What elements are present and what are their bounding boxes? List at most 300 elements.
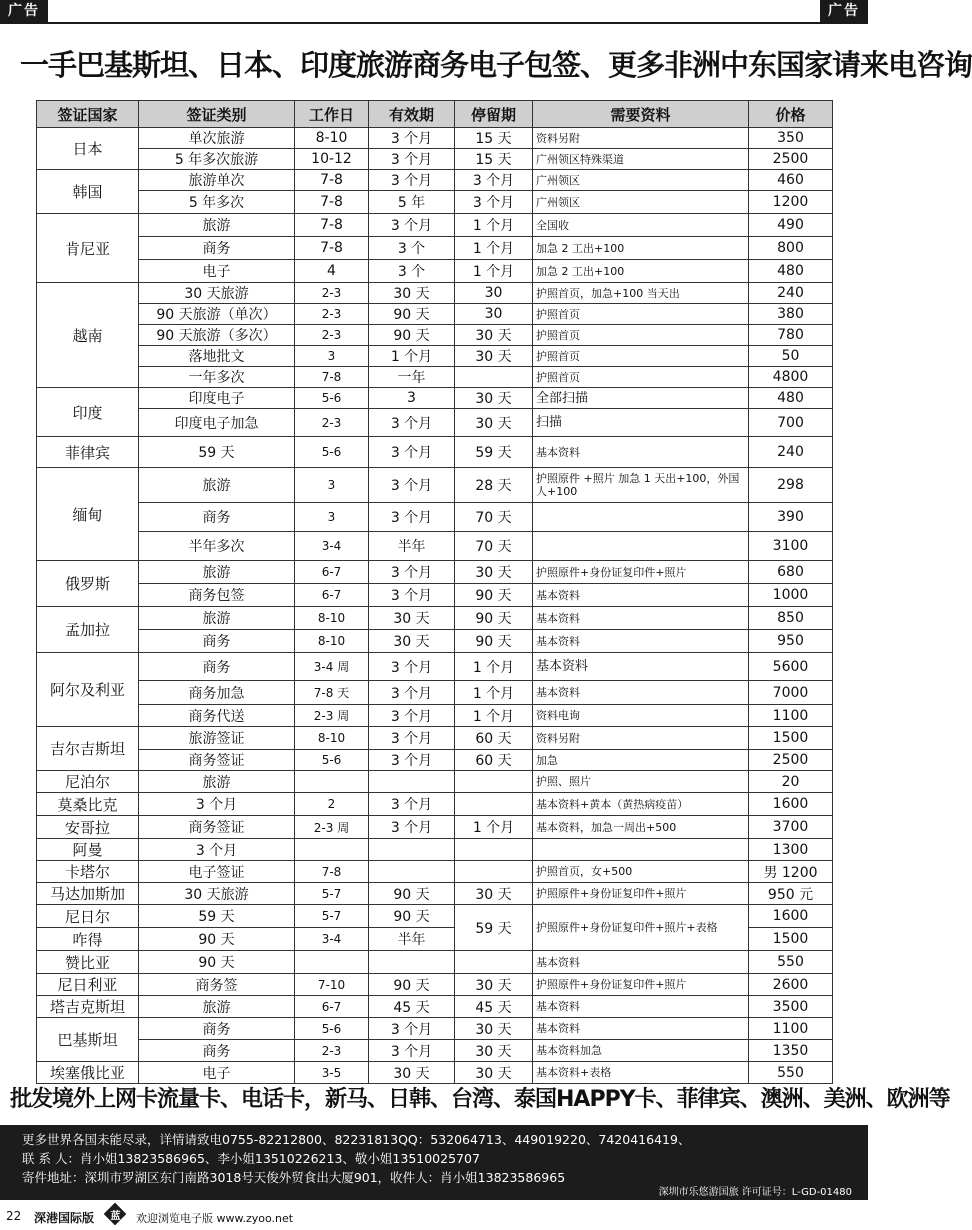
days-cell: 8-10	[295, 630, 369, 653]
type-cell: 商务	[139, 630, 295, 653]
req-cell: 扫描	[533, 409, 749, 437]
valid-cell: 3 个月	[369, 681, 455, 705]
price-cell: 1500	[749, 928, 833, 951]
type-cell: 商务	[139, 503, 295, 532]
stay-cell: 1 个月	[455, 705, 533, 727]
type-cell: 90 天	[139, 928, 295, 951]
req-cell	[533, 503, 749, 532]
table-row	[37, 561, 833, 584]
price-cell: 7000	[749, 681, 833, 705]
req-cell: 全部扫描	[533, 388, 749, 409]
stay-cell	[455, 951, 533, 974]
stay-cell: 15 天	[455, 149, 533, 170]
footer-phone-line: 更多世界各国未能尽录，详情请致电0755-82212800、82231813QQ：532064713、449019220、7420416419、	[22, 1132, 691, 1147]
header-workdays: 工作日	[295, 101, 369, 128]
header-requirements: 需要资料	[533, 101, 749, 128]
table-row	[37, 816, 833, 839]
type-cell: 旅游签证	[139, 727, 295, 750]
type-cell: 旅游	[139, 607, 295, 630]
country-cell: 吉尔吉斯坦	[37, 727, 139, 771]
valid-cell: 半年	[369, 928, 455, 951]
days-cell: 7-8 天	[295, 681, 369, 705]
type-cell: 商务包签	[139, 584, 295, 607]
req-cell: 基本资料，加急一周出+500	[533, 816, 749, 839]
header-visa-type: 签证类别	[139, 101, 295, 128]
table-row	[37, 607, 833, 630]
days-cell: 5-7	[295, 883, 369, 905]
table-row	[37, 437, 833, 468]
stay-cell: 59 天	[455, 905, 533, 951]
stay-cell: 30 天	[455, 409, 533, 437]
table-row	[37, 630, 833, 653]
valid-cell: 3 个月	[369, 468, 455, 503]
header-stay: 停留期	[455, 101, 533, 128]
price-cell: 1100	[749, 705, 833, 727]
days-cell: 2-3	[295, 409, 369, 437]
req-cell: 护照原件+身份证复印件+照片	[533, 883, 749, 905]
req-cell: 加急 2 工出+100	[533, 260, 749, 283]
table-row	[37, 905, 833, 928]
page-number: 22	[6, 1209, 22, 1223]
days-cell: 3	[295, 468, 369, 503]
price-cell: 240	[749, 283, 833, 304]
type-cell: 一年多次	[139, 367, 295, 388]
price-cell: 1600	[749, 905, 833, 928]
table-header-row	[37, 101, 833, 128]
days-cell: 3-5	[295, 1062, 369, 1084]
price-cell: 1200	[749, 191, 833, 214]
price-cell: 1600	[749, 793, 833, 816]
type-cell: 商务签	[139, 974, 295, 996]
table-row	[37, 750, 833, 771]
req-cell: 资料另附	[533, 727, 749, 750]
valid-cell: 90 天	[369, 974, 455, 996]
valid-cell: 90 天	[369, 905, 455, 928]
stay-cell: 60 天	[455, 727, 533, 750]
days-cell: 4	[295, 260, 369, 283]
req-cell: 护照原件 +照片 加急 1 天出+100，外国人+100	[533, 468, 749, 503]
table-row	[37, 260, 833, 283]
price-cell: 700	[749, 409, 833, 437]
table-row	[37, 705, 833, 727]
country-cell: 缅甸	[37, 468, 139, 561]
type-cell: 旅游	[139, 771, 295, 793]
req-cell: 护照首页，加急+100 当天出	[533, 283, 749, 304]
table-row	[37, 951, 833, 974]
days-cell: 5-6	[295, 1018, 369, 1040]
days-cell: 10-12	[295, 149, 369, 170]
valid-cell: 90 天	[369, 883, 455, 905]
price-cell: 680	[749, 561, 833, 584]
days-cell: 3	[295, 503, 369, 532]
price-cell: 460	[749, 170, 833, 191]
valid-cell: 3 个月	[369, 561, 455, 584]
price-cell: 2500	[749, 149, 833, 170]
price-cell: 4800	[749, 367, 833, 388]
req-cell: 加急 2 工出+100	[533, 237, 749, 260]
ad-label-left: 广告	[0, 0, 48, 22]
table-row	[37, 304, 833, 325]
stay-cell: 1 个月	[455, 237, 533, 260]
valid-cell: 30 天	[369, 1062, 455, 1084]
stay-cell	[455, 771, 533, 793]
stay-cell: 90 天	[455, 607, 533, 630]
table-row	[37, 283, 833, 304]
top-rule	[0, 22, 868, 24]
valid-cell: 3 个月	[369, 1040, 455, 1062]
stay-cell	[455, 839, 533, 861]
stay-cell: 28 天	[455, 468, 533, 503]
stay-cell: 30 天	[455, 1040, 533, 1062]
valid-cell: 3 个月	[369, 705, 455, 727]
table-row	[37, 653, 833, 681]
price-cell: 550	[749, 1062, 833, 1084]
req-cell: 基本资料+黄本（黄热病疫苗）	[533, 793, 749, 816]
price-cell: 550	[749, 951, 833, 974]
type-cell: 半年多次	[139, 532, 295, 561]
req-cell: 护照首页	[533, 304, 749, 325]
price-cell: 850	[749, 607, 833, 630]
table-row	[37, 468, 833, 503]
price-cell: 1300	[749, 839, 833, 861]
days-cell: 3-4 周	[295, 653, 369, 681]
country-cell: 越南	[37, 283, 139, 388]
valid-cell: 3 个	[369, 237, 455, 260]
country-cell: 马达加斯加	[37, 883, 139, 905]
type-cell: 旅游	[139, 561, 295, 584]
type-cell: 90 天旅游（多次）	[139, 325, 295, 346]
stay-cell	[455, 367, 533, 388]
days-cell: 8-10	[295, 128, 369, 149]
stay-cell: 45 天	[455, 996, 533, 1018]
country-cell: 俄罗斯	[37, 561, 139, 607]
welcome-link[interactable]: 欢迎浏览电子版 www.zyoo.net	[136, 1212, 294, 1225]
table-row	[37, 191, 833, 214]
type-cell: 印度电子	[139, 388, 295, 409]
req-cell	[533, 532, 749, 561]
type-cell: 商务签证	[139, 816, 295, 839]
type-cell: 商务	[139, 1040, 295, 1062]
country-cell: 阿尔及利亚	[37, 653, 139, 727]
stay-cell: 1 个月	[455, 653, 533, 681]
type-cell: 30 天旅游	[139, 283, 295, 304]
price-cell: 20	[749, 771, 833, 793]
valid-cell: 90 天	[369, 325, 455, 346]
price-cell: 1350	[749, 1040, 833, 1062]
stay-cell: 3 个月	[455, 170, 533, 191]
stay-cell: 59 天	[455, 437, 533, 468]
days-cell: 7-8	[295, 237, 369, 260]
valid-cell: 半年	[369, 532, 455, 561]
price-cell: 1100	[749, 1018, 833, 1040]
magazine-name: 深港国际版	[34, 1211, 95, 1225]
req-cell: 基本资料	[533, 996, 749, 1018]
price-cell: 2600	[749, 974, 833, 996]
type-cell: 旅游单次	[139, 170, 295, 191]
table-row	[37, 793, 833, 816]
valid-cell: 90 天	[369, 304, 455, 325]
valid-cell: 一年	[369, 367, 455, 388]
header-validity: 有效期	[369, 101, 455, 128]
table-row	[37, 1062, 833, 1084]
valid-cell	[369, 951, 455, 974]
valid-cell: 3 个月	[369, 793, 455, 816]
price-cell: 240	[749, 437, 833, 468]
country-cell: 日本	[37, 128, 139, 170]
days-cell: 2-3 周	[295, 705, 369, 727]
price-cell: 380	[749, 304, 833, 325]
country-cell: 塔吉克斯坦	[37, 996, 139, 1018]
stay-cell: 1 个月	[455, 260, 533, 283]
price-cell: 3500	[749, 996, 833, 1018]
price-cell: 480	[749, 260, 833, 283]
stay-cell: 1 个月	[455, 816, 533, 839]
req-cell: 基本资料加急	[533, 1040, 749, 1062]
header-country: 签证国家	[37, 101, 139, 128]
price-cell: 1500	[749, 727, 833, 750]
valid-cell: 3	[369, 388, 455, 409]
country-cell: 印度	[37, 388, 139, 437]
days-cell: 6-7	[295, 996, 369, 1018]
country-cell: 安哥拉	[37, 816, 139, 839]
stay-cell: 90 天	[455, 630, 533, 653]
country-cell: 菲律宾	[37, 437, 139, 468]
stay-cell: 30 天	[455, 1062, 533, 1084]
valid-cell: 3 个月	[369, 1018, 455, 1040]
footer-contacts-line: 联 系 人：肖小姐13823586965、李小姐13510226213、敬小姐13510025707	[22, 1151, 480, 1166]
table-row	[37, 214, 833, 237]
stay-cell: 30	[455, 283, 533, 304]
req-cell: 护照首页，女+500	[533, 861, 749, 883]
stay-cell	[455, 793, 533, 816]
type-cell: 59 天	[139, 437, 295, 468]
table-row	[37, 883, 833, 905]
price-cell: 490	[749, 214, 833, 237]
country-cell: 赞比亚	[37, 951, 139, 974]
price-cell: 480	[749, 388, 833, 409]
type-cell: 旅游	[139, 214, 295, 237]
visa-price-table	[36, 100, 833, 1084]
req-cell: 基本资料	[533, 951, 749, 974]
stay-cell: 60 天	[455, 750, 533, 771]
valid-cell: 3 个月	[369, 816, 455, 839]
req-cell: 广州领区特殊渠道	[533, 149, 749, 170]
days-cell: 5-7	[295, 905, 369, 928]
type-cell: 5 年多次旅游	[139, 149, 295, 170]
table-row	[37, 996, 833, 1018]
type-cell: 30 天旅游	[139, 883, 295, 905]
table-row	[37, 237, 833, 260]
country-cell: 卡塔尔	[37, 861, 139, 883]
type-cell: 商务签证	[139, 750, 295, 771]
table-row	[37, 325, 833, 346]
type-cell: 3 个月	[139, 793, 295, 816]
stay-cell: 1 个月	[455, 681, 533, 705]
type-cell: 5 年多次	[139, 191, 295, 214]
req-cell: 基本资料	[533, 437, 749, 468]
days-cell: 2-3	[295, 304, 369, 325]
price-cell: 800	[749, 237, 833, 260]
req-cell: 全国收	[533, 214, 749, 237]
stay-cell: 30 天	[455, 974, 533, 996]
type-cell: 落地批文	[139, 346, 295, 367]
sim-card-slogan: 批发境外上网卡流量卡、电话卡，新马、日韩、台湾、泰国HAPPY卡、菲律宾、澳洲、美洲、欧洲等	[10, 1087, 950, 1112]
contact-footer	[0, 1125, 868, 1200]
type-cell: 电子签证	[139, 861, 295, 883]
price-cell: 350	[749, 128, 833, 149]
days-cell: 7-8	[295, 214, 369, 237]
headline: 一手巴基斯坦、日本、印度旅游商务电子包签、更多非洲中东国家请来电咨询	[20, 48, 972, 82]
days-cell: 6-7	[295, 561, 369, 584]
country-cell: 尼泊尔	[37, 771, 139, 793]
type-cell: 90 天	[139, 951, 295, 974]
table-row	[37, 532, 833, 561]
country-cell: 阿曼	[37, 839, 139, 861]
type-cell: 商务	[139, 237, 295, 260]
stay-cell: 70 天	[455, 532, 533, 561]
req-cell: 资料另附	[533, 128, 749, 149]
req-cell: 护照原件+身份证复印件+照片	[533, 561, 749, 584]
type-cell: 商务	[139, 1018, 295, 1040]
type-cell: 印度电子加急	[139, 409, 295, 437]
stay-cell	[455, 861, 533, 883]
valid-cell: 3 个月	[369, 149, 455, 170]
days-cell: 2-3	[295, 1040, 369, 1062]
req-cell: 基本资料	[533, 681, 749, 705]
table-row	[37, 367, 833, 388]
price-cell: 3700	[749, 816, 833, 839]
valid-cell: 3 个月	[369, 750, 455, 771]
country-cell: 尼日利亚	[37, 974, 139, 996]
req-cell: 基本资料	[533, 653, 749, 681]
stay-cell: 15 天	[455, 128, 533, 149]
req-cell: 护照首页	[533, 367, 749, 388]
req-cell: 基本资料+表格	[533, 1062, 749, 1084]
stay-cell: 30 天	[455, 561, 533, 584]
stay-cell: 90 天	[455, 584, 533, 607]
days-cell	[295, 771, 369, 793]
stay-cell: 30 天	[455, 883, 533, 905]
days-cell: 2-3 周	[295, 816, 369, 839]
valid-cell: 5 年	[369, 191, 455, 214]
valid-cell: 3 个月	[369, 503, 455, 532]
price-cell: 1000	[749, 584, 833, 607]
table-row	[37, 861, 833, 883]
days-cell: 2-3	[295, 325, 369, 346]
req-cell: 基本资料	[533, 584, 749, 607]
days-cell: 3-4	[295, 928, 369, 951]
type-cell: 3 个月	[139, 839, 295, 861]
valid-cell	[369, 771, 455, 793]
country-cell: 孟加拉	[37, 607, 139, 653]
logo-text: 蓝	[110, 1211, 121, 1222]
days-cell: 2-3	[295, 283, 369, 304]
days-cell: 5-6	[295, 437, 369, 468]
country-cell: 埃塞俄比亚	[37, 1062, 139, 1084]
price-cell: 950 元	[749, 883, 833, 905]
price-cell: 298	[749, 468, 833, 503]
days-cell	[295, 951, 369, 974]
stay-cell: 30 天	[455, 325, 533, 346]
type-cell: 电子	[139, 1062, 295, 1084]
table-row	[37, 346, 833, 367]
valid-cell: 1 个月	[369, 346, 455, 367]
days-cell: 7-8	[295, 170, 369, 191]
price-cell: 3100	[749, 532, 833, 561]
days-cell: 5-6	[295, 750, 369, 771]
country-cell: 咋得	[37, 928, 139, 951]
price-cell: 5600	[749, 653, 833, 681]
type-cell: 旅游	[139, 468, 295, 503]
table-row	[37, 681, 833, 705]
req-cell: 广州领区	[533, 170, 749, 191]
price-cell: 390	[749, 503, 833, 532]
valid-cell: 3 个月	[369, 214, 455, 237]
table-row	[37, 771, 833, 793]
type-cell: 商务加急	[139, 681, 295, 705]
country-cell: 韩国	[37, 170, 139, 214]
valid-cell: 45 天	[369, 996, 455, 1018]
req-cell: 基本资料	[533, 630, 749, 653]
days-cell: 7-8	[295, 367, 369, 388]
table-row	[37, 1040, 833, 1062]
req-cell	[533, 839, 749, 861]
price-cell: 男 1200	[749, 861, 833, 883]
price-cell: 2500	[749, 750, 833, 771]
days-cell	[295, 839, 369, 861]
price-cell: 50	[749, 346, 833, 367]
stay-cell: 1 个月	[455, 214, 533, 237]
days-cell: 3-4	[295, 532, 369, 561]
valid-cell: 3 个月	[369, 170, 455, 191]
days-cell: 7-8	[295, 861, 369, 883]
price-cell: 950	[749, 630, 833, 653]
req-cell: 资料电询	[533, 705, 749, 727]
stay-cell: 30 天	[455, 1018, 533, 1040]
stay-cell: 30 天	[455, 388, 533, 409]
type-cell: 商务	[139, 653, 295, 681]
req-cell: 护照、照片	[533, 771, 749, 793]
table-row	[37, 170, 833, 191]
days-cell: 8-10	[295, 727, 369, 750]
table-row	[37, 149, 833, 170]
price-cell: 780	[749, 325, 833, 346]
req-cell: 护照原件+身份证复印件+照片+表格	[533, 905, 749, 951]
valid-cell	[369, 861, 455, 883]
table-row	[37, 727, 833, 750]
req-cell: 护照首页	[533, 346, 749, 367]
valid-cell	[369, 839, 455, 861]
type-cell: 旅游	[139, 996, 295, 1018]
country-cell: 尼日尔	[37, 905, 139, 928]
stay-cell: 3 个月	[455, 191, 533, 214]
ad-label-right: 广告	[820, 0, 868, 22]
days-cell: 8-10	[295, 607, 369, 630]
req-cell: 基本资料	[533, 607, 749, 630]
req-cell: 广州领区	[533, 191, 749, 214]
table-row	[37, 128, 833, 149]
country-cell: 肯尼亚	[37, 214, 139, 283]
type-cell: 电子	[139, 260, 295, 283]
type-cell: 单次旅游	[139, 128, 295, 149]
valid-cell: 3 个	[369, 260, 455, 283]
country-cell: 莫桑比克	[37, 793, 139, 816]
days-cell: 2	[295, 793, 369, 816]
page-footer-bar	[0, 1205, 868, 1230]
days-cell: 5-6	[295, 388, 369, 409]
table-row	[37, 1018, 833, 1040]
stay-cell: 70 天	[455, 503, 533, 532]
